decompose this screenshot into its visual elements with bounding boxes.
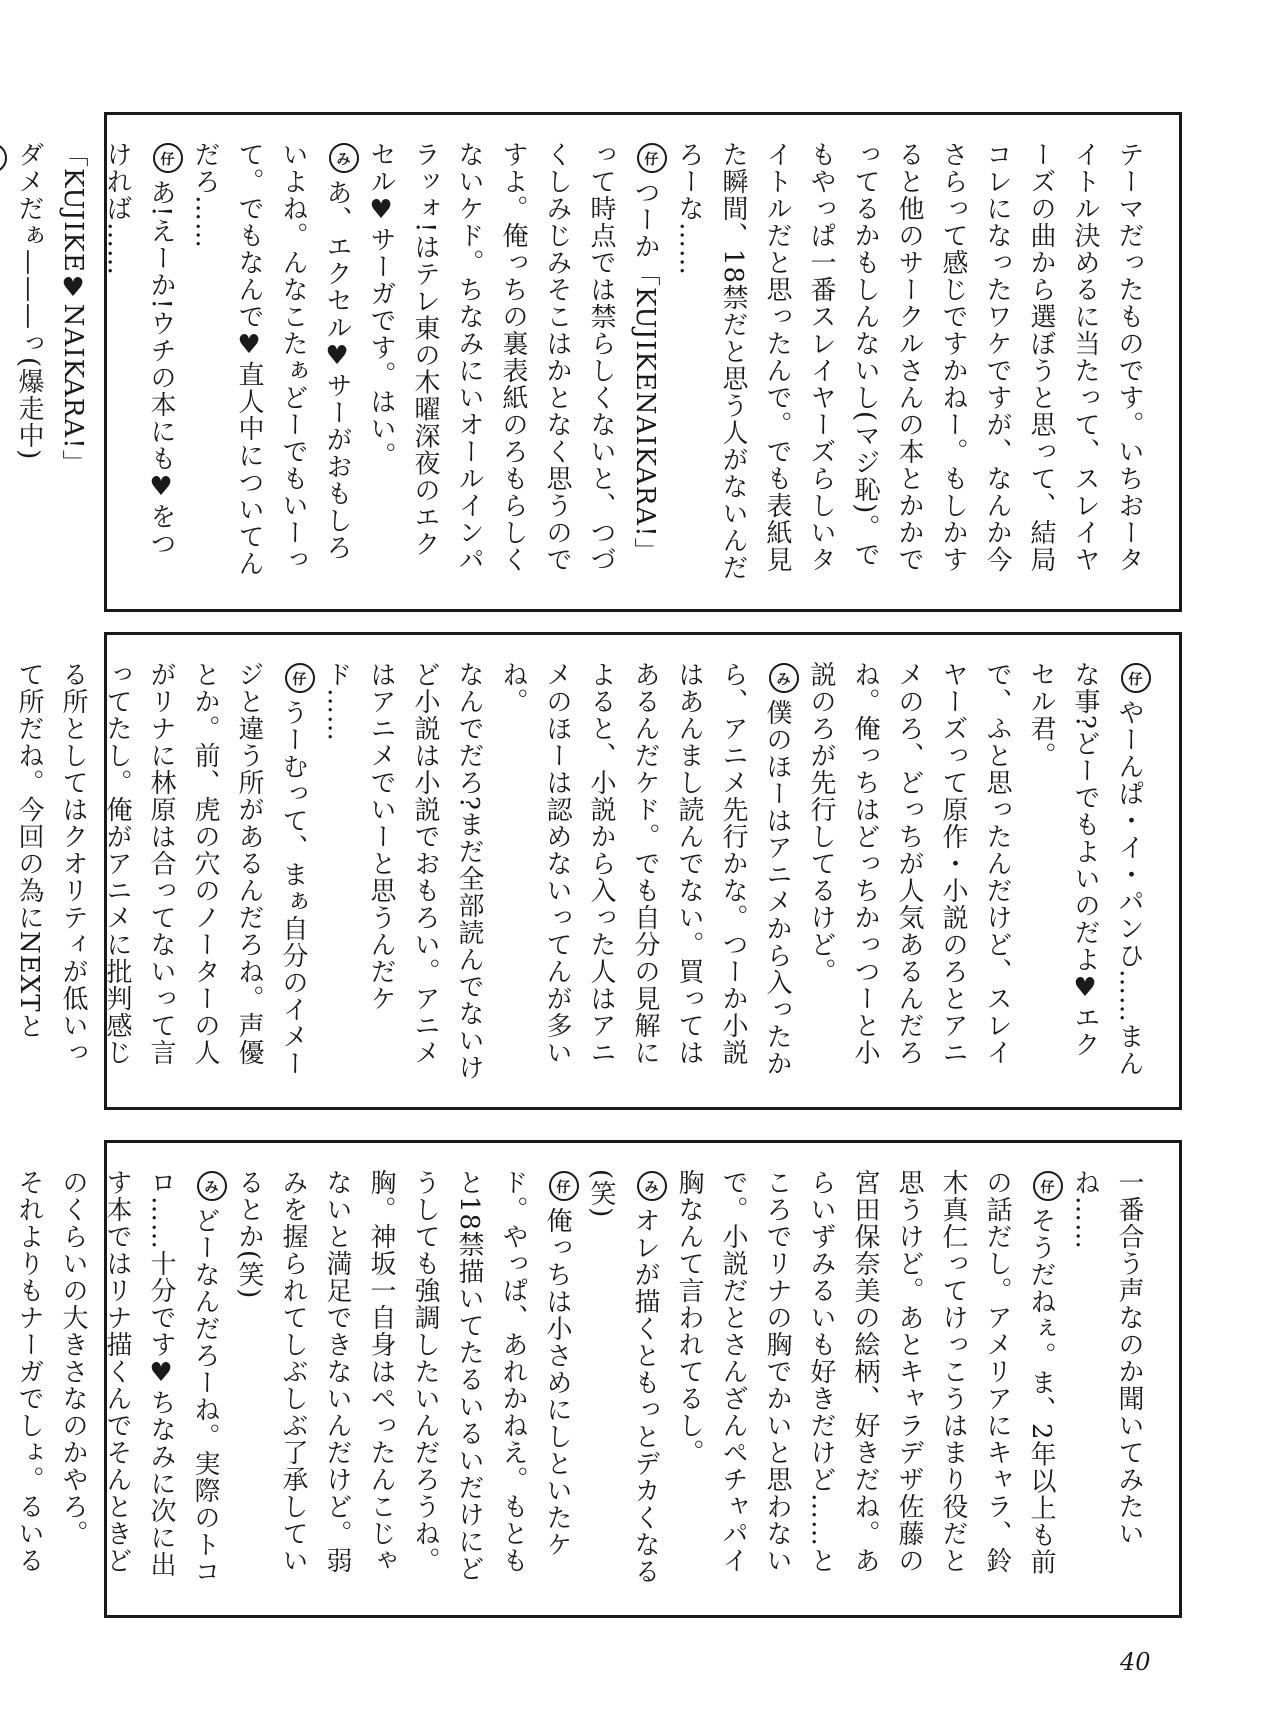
segment-text: つーか「KUJIKENAIKARA!」って時点では禁らしくないと、つづくしみじみそこはかとなく思うのですよ。俺っちの裏表紙のろもらしくないケド。ちなみにいオールインパラッォ!はテレ東の木曜深夜のエクセル♥サーガです。はい。 (366, 141, 660, 573)
text-segment (227, 1169, 579, 1589)
text-segment (0, 1169, 51, 1589)
text-segment (51, 141, 183, 583)
text-segment (1019, 661, 1151, 1081)
panel-2 (14, 632, 1182, 1110)
segment-text: それよりもナーガでしょ。るいる (14, 1169, 44, 1574)
text-segment (667, 141, 1151, 583)
speaker-mark-icon: み (197, 1171, 227, 1201)
segment-text: オレが描くともっとデカくなる(笑) (586, 1169, 660, 1585)
text-segment (7, 141, 51, 583)
text-segment (359, 141, 667, 583)
speaker-mark-icon (0, 143, 7, 173)
text-segment (491, 661, 799, 1081)
segment-text: どーなんだろーね。実際のトコロ……十分です♥ちなみに次に出す本ではリナ描くんでそんときどのくらいの大きさなのかやろ。 (58, 1169, 220, 1585)
segment-text: ダメだぁ———っ(爆走中) (14, 141, 44, 461)
segment-text: 僕のほーはアニメから入ったから、アニメ先行かな。つーか小説はあんまし読んでない。買ってはあるんだケド。でも自分の見解によると、小説から入った人はアニメのほーは認めないってんが多いね。 (498, 661, 792, 1077)
segment-text: 俺っちは小さめにしといたケド。やっぱ、あれかねえ。もともと18禁描いてたるいるいだけにどうしても強調したいんだろうね。胸。神坂一自身はペったんこじゃないと満足できないんだけど。弱みを握られてしぶしぶ了承しているとか(笑) (234, 1169, 572, 1583)
text-segment (1063, 1169, 1151, 1589)
text-segment (799, 661, 1019, 1081)
speaker-mark-icon: 仔 (285, 663, 315, 693)
speaker-mark-icon: 仔 (1121, 663, 1151, 693)
speaker-mark-icon: 仔 (1033, 1171, 1063, 1201)
text-segment (183, 141, 359, 583)
panel-1 (14, 112, 1182, 612)
segment-text: 一番合う声なのか聞いてみたいね…… (1070, 1169, 1144, 1547)
text-segment (0, 141, 7, 583)
text-segment (315, 661, 491, 1081)
segment-text: うーむって、まぁ自分のイメージと違う所があるんだろね。声優とか。前、虎の穴のノーターの人がリナに林原は合ってないって言ってたし。俺がアニメに批判感じる所としてはクオリティが低いって所だね。今回の為にNEXTと (14, 661, 308, 1077)
panel-3-text (14, 1169, 1151, 1589)
segment-text: やーんぱ・イ・パンひ……まんな事?どーでもよいのだよ♥エクセル君。 (1026, 661, 1144, 1077)
page-number: 40 (1120, 1648, 1151, 1676)
segment-text: あ!えーか!ウチの本にも♥をつければ……「KUJIKE♥NAIKARA!」 (58, 141, 176, 557)
speaker-mark-icon: 仔 (549, 1171, 579, 1201)
speaker-mark-icon: み (637, 1171, 667, 1201)
segment-text: あ、エクセル♥サーがおもしろいよね。んなこたぁどーでもいーって。でもなんで♥直人中についてんだろ…… (190, 141, 352, 577)
text-segment (667, 1169, 1063, 1589)
segment-text: そうだねぇ。ま、2年以上も前の話だし。アメリアにキャラ、鈴木真仁ってけっこうはまり役だと思うけど。あとキャラデザ佐藤の宮田保奈美の絵柄、好きだね。あらいずみるいも好きだけど……ところでリナの胸でかいと思わないで。小説だとさんざんペチャパイ胸なんて言われてるし。 (674, 1169, 1056, 1576)
speaker-mark-icon: 仔 (153, 143, 183, 173)
speaker-mark-icon: み (769, 663, 799, 693)
text-segment (579, 1169, 667, 1589)
text-segment (0, 661, 315, 1081)
panel-3 (14, 1140, 1182, 1618)
panel-2-text (14, 661, 1151, 1081)
segment-text: で、ふと思ったんだけど、スレイヤーズって原作・小説のろとアニメのろ、どっちが人気あるんだろね。俺っちはどっちかっつーと小説のろが先行してるけど。 (806, 661, 1012, 1066)
panel-1-text (14, 141, 1151, 583)
speaker-mark-icon: み (329, 143, 359, 173)
segment-text: なんでだろ?まだ全部読んでないけど小説は小説でおもろい。アニメはアニメでいーと思うんだケド…… (322, 661, 484, 1081)
speaker-mark-icon: 仔 (637, 143, 667, 173)
text-segment (51, 1169, 227, 1589)
segment-text: テーマだったものです。いちおータイトル決めるに当たって、スレイヤーズの曲から選ぼうと思って、結局コレになったワケですが、なんか今さらって感じですかねー。もしかすると他のサークルさんの本とかかでってるかもしんないし(マジ恥)。でもやっぱ一番スレイヤーズらしいタイトルだと思ったんで。でも表紙見た瞬間、18禁だと思う人がないんだろーな…… (674, 141, 1144, 582)
